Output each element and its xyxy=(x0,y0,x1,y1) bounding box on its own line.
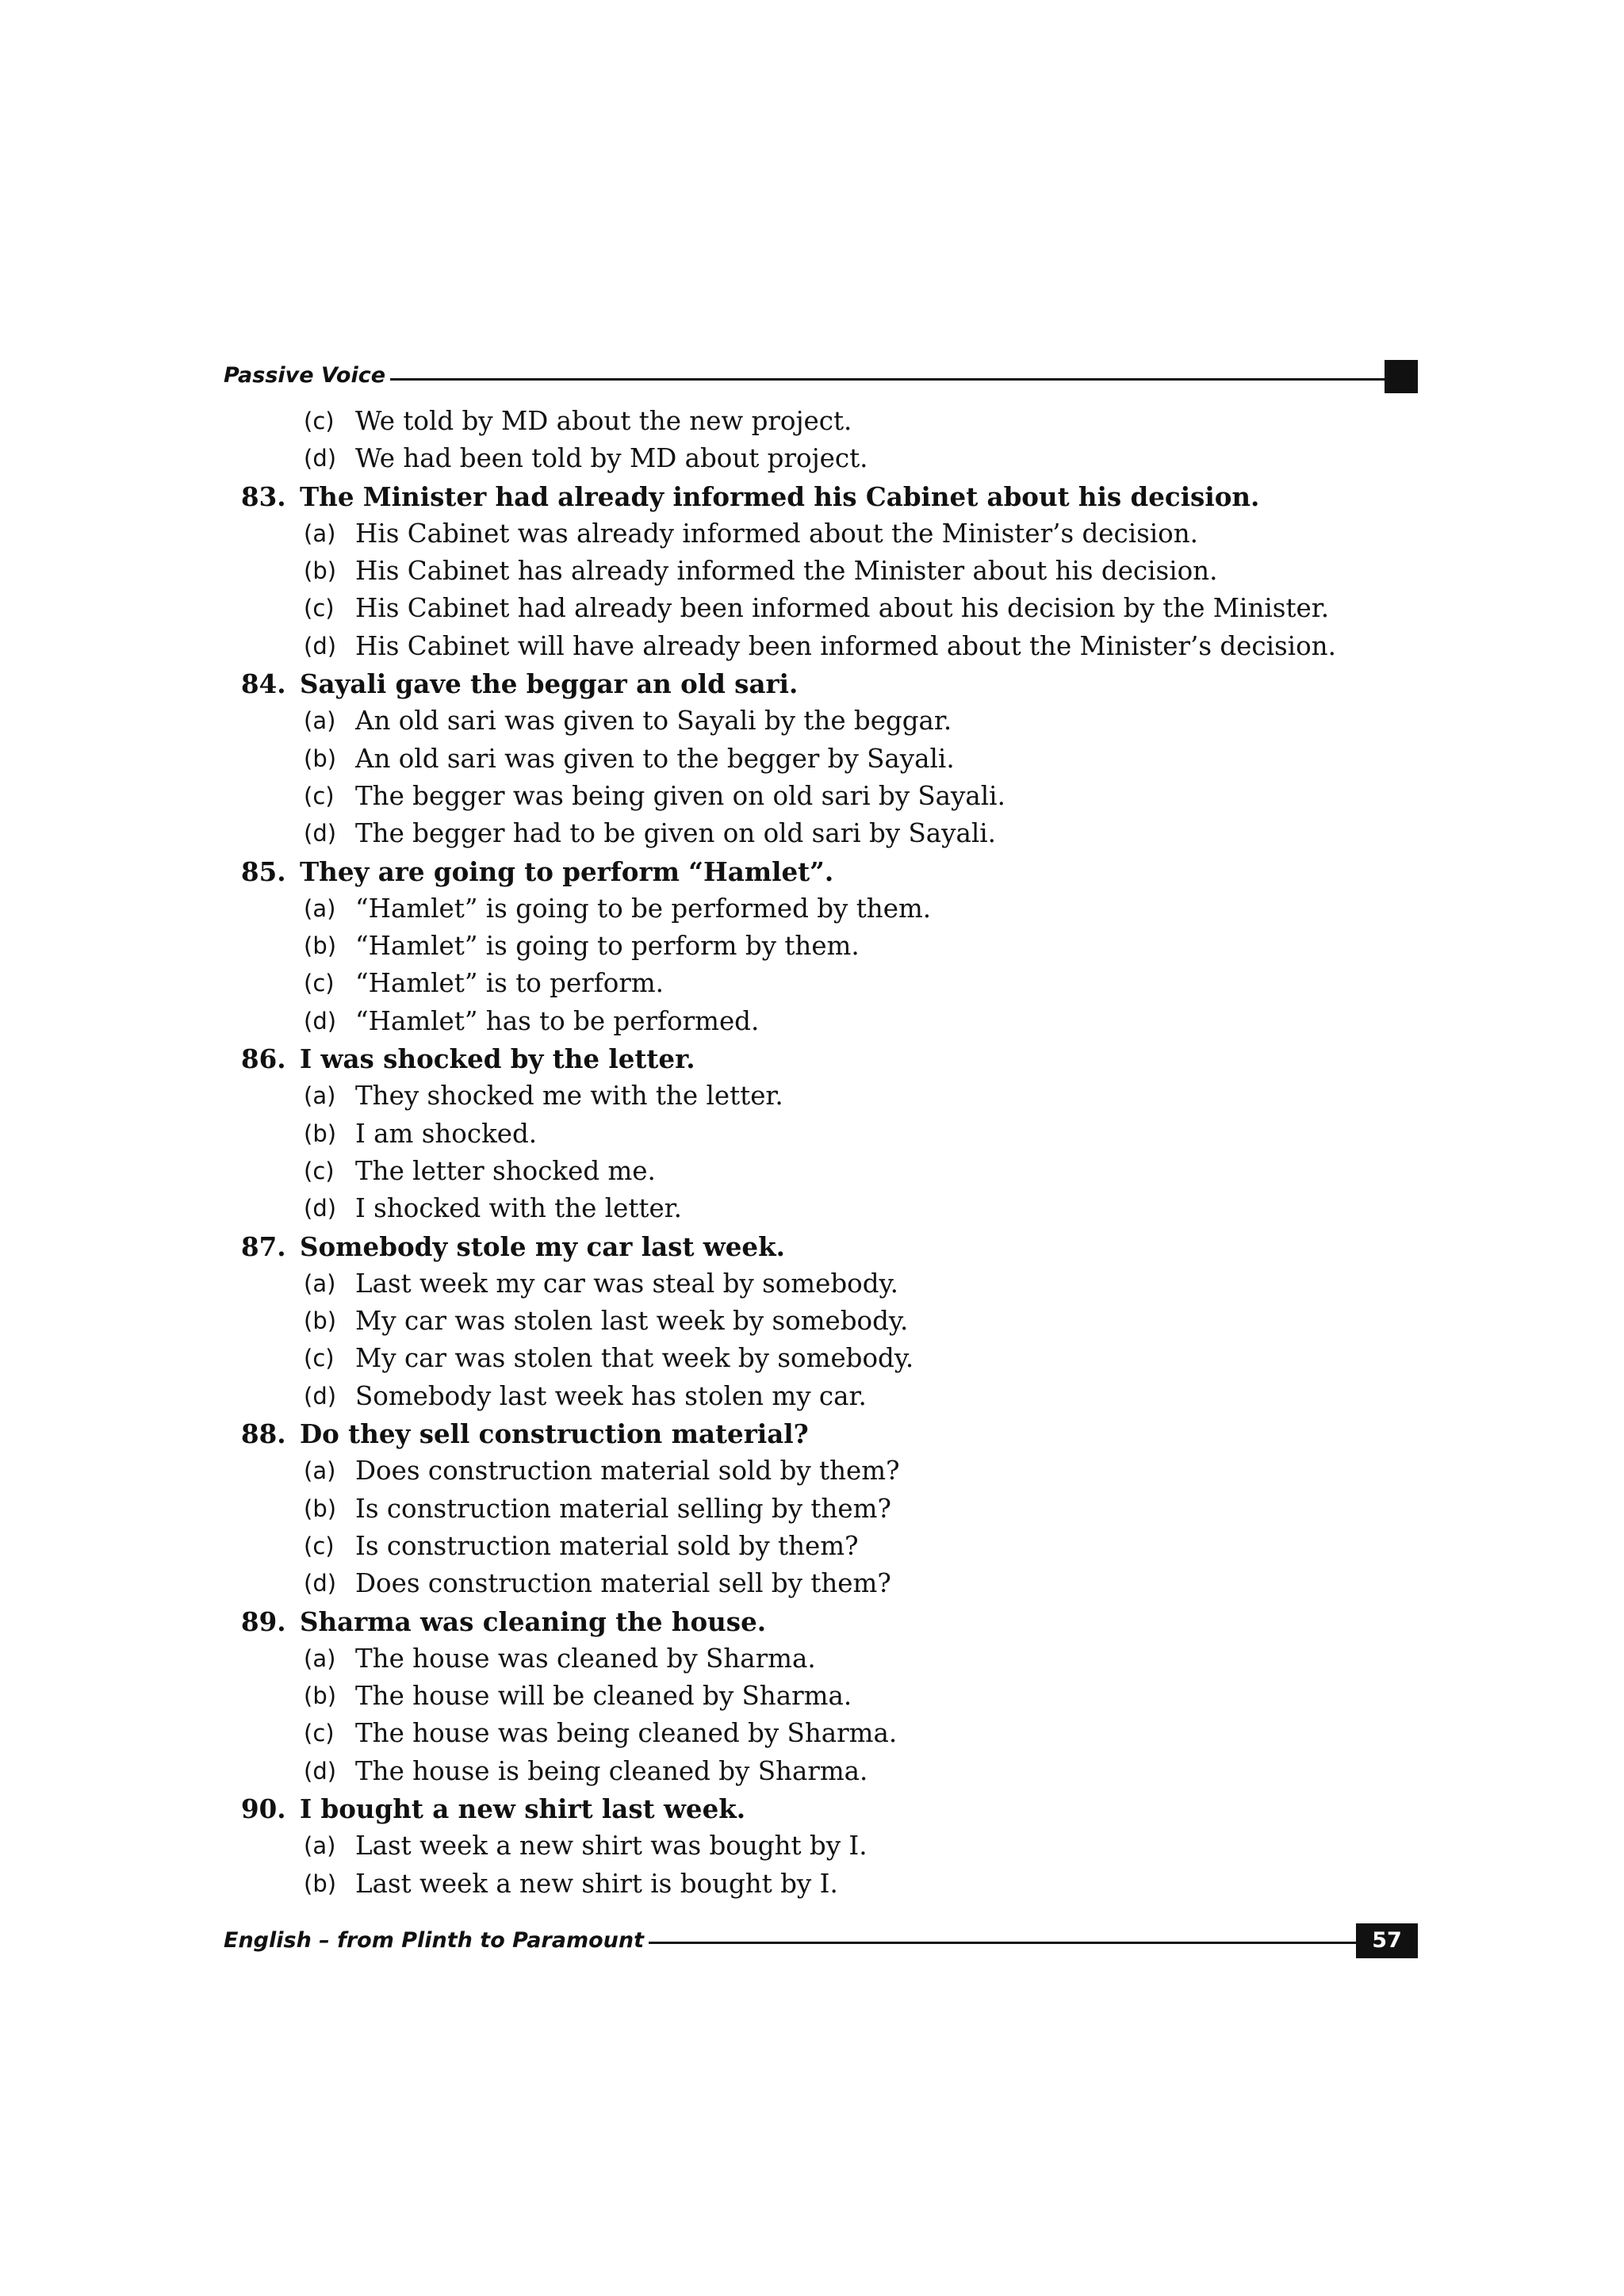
question-heading xyxy=(224,1790,1413,1827)
exercise-content xyxy=(224,403,1413,1903)
answer-option xyxy=(224,1827,1413,1865)
answer-option xyxy=(224,1866,1413,1903)
answer-option xyxy=(224,1190,1413,1227)
question-heading xyxy=(224,1415,1413,1452)
option-letter: (c) xyxy=(304,1720,335,1747)
answer-option xyxy=(224,1115,1413,1153)
option-letter: (b) xyxy=(304,1869,337,1897)
answer-option xyxy=(224,702,1413,740)
answer-option xyxy=(224,1753,1413,1790)
option-text: The house was cleaned by Sharma. xyxy=(355,1643,816,1674)
option-letter: (a) xyxy=(304,1082,336,1110)
option-letter: (d) xyxy=(304,1195,337,1223)
answer-option xyxy=(224,1340,1413,1377)
option-text: Last week my car was steal by somebody. xyxy=(355,1268,898,1299)
answer-option xyxy=(224,1153,1413,1190)
option-letter: (c) xyxy=(304,595,335,622)
question-number: 83. xyxy=(241,480,286,512)
option-text: I am shocked. xyxy=(355,1118,538,1149)
option-text: “Hamlet” is going to be performed by them. xyxy=(355,893,932,924)
answer-option xyxy=(224,553,1413,590)
answer-option xyxy=(224,1003,1413,1040)
answer-option xyxy=(224,928,1413,965)
option-letter: (c) xyxy=(304,970,335,997)
option-letter: (b) xyxy=(304,1307,337,1335)
option-letter: (d) xyxy=(304,1007,337,1035)
question-text: Sayali gave the beggar an old sari. xyxy=(300,668,799,700)
answer-option xyxy=(224,1452,1413,1490)
header-rule xyxy=(224,378,1394,381)
option-text: Is construction material sold by them? xyxy=(355,1530,859,1561)
chapter-title: Passive Voice xyxy=(224,363,390,388)
option-text: His Cabinet was already informed about the Minister’s decision. xyxy=(355,518,1199,549)
option-text: The begger was being given on old sari by Sayali. xyxy=(355,780,1005,811)
book-title: English – from Plinth to Paramount xyxy=(224,1928,649,1953)
running-header xyxy=(224,360,1418,396)
question-text: I bought a new shirt last week. xyxy=(300,1793,746,1824)
answer-option xyxy=(224,590,1413,627)
option-letter: (b) xyxy=(304,932,337,960)
question-heading xyxy=(224,1228,1413,1265)
option-text: An old sari was given to Sayali by the beggar. xyxy=(355,706,952,737)
answer-option xyxy=(224,1640,1413,1678)
option-text: The house was being cleaned by Sharma. xyxy=(355,1718,898,1749)
option-letter: (d) xyxy=(304,632,337,660)
answer-option xyxy=(224,965,1413,1002)
question-heading xyxy=(224,665,1413,702)
option-letter: (d) xyxy=(304,1570,337,1598)
option-text: The letter shocked me. xyxy=(355,1155,656,1186)
page-number: 57 xyxy=(1356,1923,1418,1958)
option-letter: (c) xyxy=(304,1345,335,1372)
option-text: Does construction material sold by them? xyxy=(355,1456,900,1487)
option-text: “Hamlet” is to perform. xyxy=(355,968,665,999)
question-text: Somebody stole my car last week. xyxy=(300,1230,785,1262)
option-letter: (a) xyxy=(304,1269,336,1297)
option-letter: (b) xyxy=(304,1119,337,1147)
option-letter: (c) xyxy=(304,408,335,434)
option-text: The begger had to be given on old sari by Sayali. xyxy=(355,818,996,849)
option-letter: (d) xyxy=(304,820,337,848)
question-number: 84. xyxy=(241,668,286,700)
option-letter: (a) xyxy=(304,519,336,547)
option-letter: (b) xyxy=(304,1494,337,1522)
question-heading xyxy=(224,1603,1413,1640)
option-letter: (c) xyxy=(304,1157,335,1184)
answer-option xyxy=(224,1378,1413,1415)
option-letter: (b) xyxy=(304,1682,337,1710)
option-letter: (b) xyxy=(304,557,337,585)
option-text: My car was stolen last week by somebody. xyxy=(355,1306,909,1337)
option-text: His Cabinet will have already been informed about the Minister’s decision. xyxy=(355,630,1336,661)
question-text: I was shocked by the letter. xyxy=(300,1043,695,1075)
option-letter: (c) xyxy=(304,782,335,809)
answer-option xyxy=(224,1565,1413,1602)
option-text: I shocked with the letter. xyxy=(355,1193,682,1224)
question-text: Sharma was cleaning the house. xyxy=(300,1605,767,1637)
answer-option xyxy=(224,1490,1413,1528)
question-heading xyxy=(224,853,1413,890)
option-text: Last week a new shirt is bought by I. xyxy=(355,1868,838,1899)
option-letter: (a) xyxy=(304,1457,336,1485)
option-text: His Cabinet has already informed the Minister about his decision. xyxy=(355,556,1218,587)
option-text: We had been told by MD about project. xyxy=(355,443,868,474)
question-heading xyxy=(224,478,1413,515)
answer-option xyxy=(224,890,1413,928)
option-letter: (d) xyxy=(304,445,337,473)
answer-option xyxy=(224,1303,1413,1340)
question-text: The Minister had already informed his Cabinet about his decision. xyxy=(300,480,1260,512)
option-text: My car was stolen that week by somebody. xyxy=(355,1343,914,1374)
option-text: His Cabinet had already been informed about his decision by the Minister. xyxy=(355,593,1330,624)
question-number: 90. xyxy=(241,1793,286,1824)
running-footer xyxy=(224,1923,1418,1960)
option-text: “Hamlet” has to be performed. xyxy=(355,1005,760,1036)
question-heading xyxy=(224,1040,1413,1077)
option-letter: (a) xyxy=(304,894,336,922)
option-text: An old sari was given to the begger by Sayali. xyxy=(355,743,955,774)
answer-option xyxy=(224,1265,1413,1303)
option-text: Does construction material sell by them? xyxy=(355,1568,891,1599)
option-text: Somebody last week has stolen my car. xyxy=(355,1380,867,1411)
option-text: Is construction material selling by them? xyxy=(355,1493,891,1524)
answer-option xyxy=(224,1077,1413,1115)
answer-option-continued xyxy=(224,440,1413,477)
answer-option-continued xyxy=(224,403,1413,440)
answer-option xyxy=(224,628,1413,665)
answer-option xyxy=(224,515,1413,553)
question-number: 86. xyxy=(241,1043,286,1075)
header-marker-block xyxy=(1385,360,1418,393)
option-text: Last week a new shirt was bought by I. xyxy=(355,1831,868,1862)
question-number: 89. xyxy=(241,1605,286,1637)
answer-option xyxy=(224,815,1413,852)
option-text: The house will be cleaned by Sharma. xyxy=(355,1681,852,1712)
option-text: “Hamlet” is going to perform by them. xyxy=(355,931,860,962)
option-text: The house is being cleaned by Sharma. xyxy=(355,1755,868,1786)
option-letter: (d) xyxy=(304,1757,337,1785)
question-text: They are going to perform “Hamlet”. xyxy=(300,855,834,887)
option-letter: (b) xyxy=(304,744,337,772)
question-text: Do they sell construction material? xyxy=(300,1418,809,1450)
question-number: 88. xyxy=(241,1418,286,1450)
option-letter: (a) xyxy=(304,707,336,735)
option-text: We told by MD about the new project. xyxy=(355,406,852,436)
answer-option xyxy=(224,778,1413,815)
option-letter: (d) xyxy=(304,1382,337,1410)
option-letter: (a) xyxy=(304,1832,336,1860)
answer-option xyxy=(224,1678,1413,1715)
answer-option xyxy=(224,1715,1413,1752)
answer-option xyxy=(224,1528,1413,1565)
answer-option xyxy=(224,740,1413,778)
question-number: 85. xyxy=(241,855,286,887)
question-number: 87. xyxy=(241,1230,286,1262)
option-letter: (a) xyxy=(304,1644,336,1672)
option-letter: (c) xyxy=(304,1532,335,1559)
option-text: They shocked me with the letter. xyxy=(355,1081,783,1112)
